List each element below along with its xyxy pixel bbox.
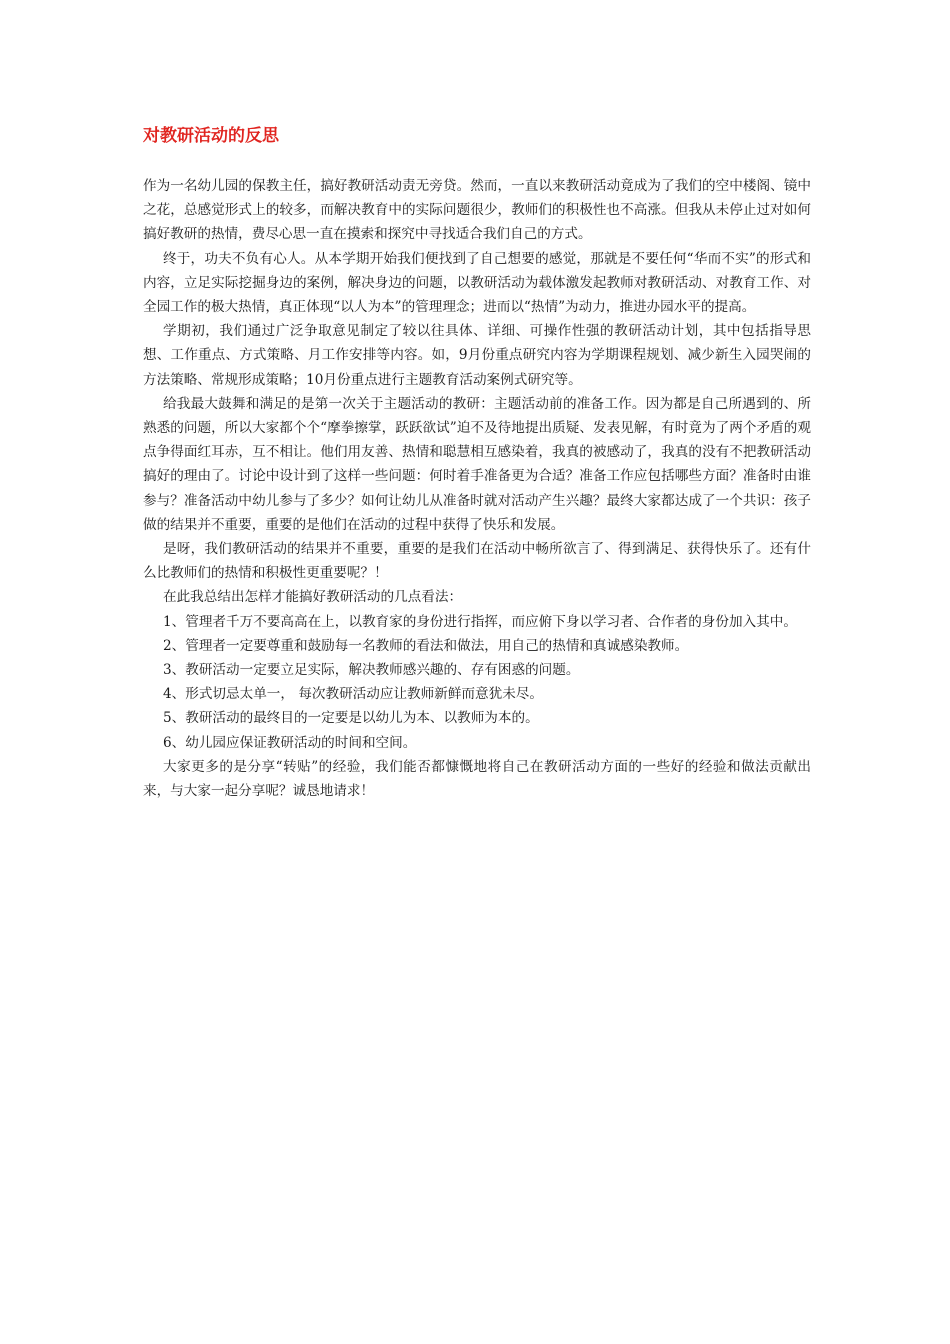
document-body [143,174,811,803]
paragraph: 终于，功夫不负有心人。从本学期开始我们便找到了自己想要的感觉，那就是不要任何“华而不实”的形式和内容，立足实际挖掘身边的案例，解决身边的问题，以教研活动为载体激发起教师对教研活动、对教育工作、对全园工作的极大热情，真正体现“以人为本”的管理理念；进而以“热情”为动力，推进办园水平的提高。 [143,250,811,316]
list-item: 4、形式切忌太单一， 每次教研活动应让教师新鲜而意犹未尽。 [163,686,543,703]
paragraph: 在此我总结出怎样才能搞好教研活动的几点看法： [163,589,463,606]
list-item: 5、教研活动的最终目的一定要是以幼儿为本、以教师为本的。 [163,710,539,727]
list-item: 6、幼儿园应保证教研活动的时间和空间。 [163,734,417,751]
document-title: 对教研活动的反思 [143,126,279,146]
paragraph-intro: 作为一名幼儿园的保教主任，搞好教研活动责无旁贷。然而，一直以来教研活动竟成为了我们的空中楼阁、镜中之花，总感觉形式上的较多，而解决教育中的实际问题很少，教师们的积极性也不高涨。但我从未停止过对如何搞好教研的热情，费尽心思一直在摸索和探究中寻找适合我们自己的方式。 [143,178,811,243]
paragraph: 给我最大鼓舞和满足的是第一次关于主题活动的教研：主题活动前的准备工作。因为都是自己所遇到的、所熟悉的问题，所以大家都个个“摩拳擦掌，跃跃欲试”迫不及待地提出质疑、发表见解，有时竟为了两个矛盾的观点争得面红耳赤，互不相让。他们用友善、热情和聪慧相互感染着，我真的被感动了，我真的没有不把教研活动搞好的理由了。讨论中设计到了这样一些问题：何时着手准备更为合适？准备工作应包括哪些方面？准备时由谁参与？准备活动中幼儿参与了多少？如何让幼儿从准备时就对活动产生兴趣？最终大家都达成了一个共识：孩子做的结果并不重要，重要的是他们在活动的过程中获得了快乐和发展。 [143,395,811,533]
list-item: 1、管理者千万不要高高在上，以教育家的身份进行指挥，而应俯下身以学习者、合作者的身份加入其中。 [163,613,797,630]
list-item: 3、教研活动一定要立足实际，解决教师感兴趣的、存有困惑的问题。 [163,662,580,679]
paragraph: 学期初，我们通过广泛争取意见制定了较以往具体、详细、可操作性强的教研活动计划，其中包括指导思想、工作重点、方式策略、月工作安排等内容。如，9月份重点研究内容为学期课程规划、减少新生入园哭闹的方法策略、常规形成策略；10月份重点进行主题教育活动案例式研究等。 [143,323,811,388]
paragraph: 是呀，我们教研活动的结果并不重要，重要的是我们在活动中畅所欲言了、得到满足、获得快乐了。还有什么比教师们的热情和积极性更重要呢？！ [143,541,811,582]
list-item: 2、管理者一定要尊重和鼓励每一名教师的看法和做法，用自己的热情和真诚感染教师。 [163,637,689,654]
paragraph-closing: 大家更多的是分享“转贴”的经验，我们能否都慷慨地将自己在教研活动方面的一些好的经验和做法贡献出来，与大家一起分享呢？诚恳地请求！ [143,758,811,800]
